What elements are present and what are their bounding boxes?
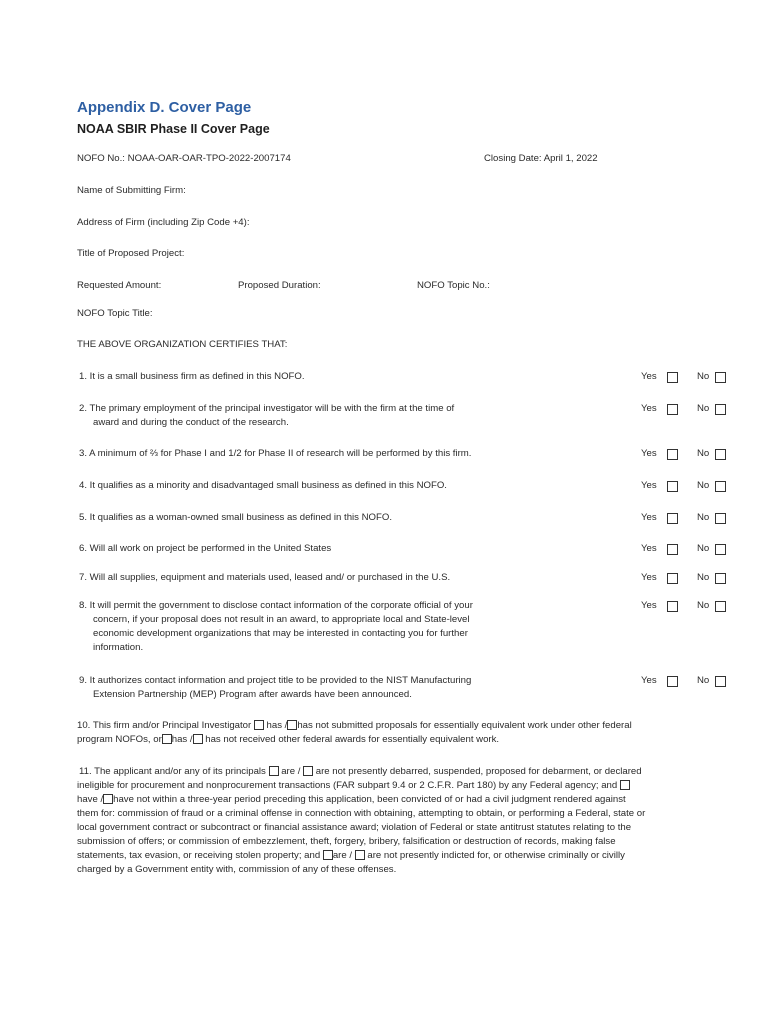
item-10-text-c: has not submitted proposals for essentially equivalent work under other federal: [297, 720, 632, 731]
certification-2-cont: award and during the conduct of the research.: [93, 417, 289, 428]
item-11-text-7a: statements, tax evasion, or receiving stolen property; and: [77, 850, 321, 861]
item-11-are-checkbox[interactable]: [269, 766, 279, 776]
item-10-has-received-checkbox[interactable]: [162, 734, 172, 744]
item-10-text-e: has /: [171, 734, 193, 745]
no-checkbox-9[interactable]: [715, 676, 726, 687]
item-11-line-8: charged by a Government entity with, commission of any of these offenses.: [77, 864, 397, 875]
yes-label-6: Yes: [641, 543, 657, 554]
yes-label-4: Yes: [641, 480, 657, 491]
yes-checkbox-3[interactable]: [667, 449, 678, 460]
proposed-duration-label: Proposed Duration:: [238, 280, 321, 291]
no-label-1: No: [697, 371, 710, 382]
item-11-line-3: [77, 793, 626, 808]
no-label-5: No: [697, 512, 710, 523]
item-10-has-not-checkbox[interactable]: [287, 720, 297, 730]
no-label-9: No: [697, 675, 710, 686]
item-10-text-d: program NOFOs, or: [77, 734, 162, 745]
yes-checkbox-8[interactable]: [667, 601, 678, 612]
yes-label-7: Yes: [641, 572, 657, 583]
no-label-3: No: [697, 448, 710, 459]
topic-number-label: NOFO Topic No.:: [417, 280, 490, 291]
no-checkbox-2[interactable]: [715, 404, 726, 415]
certification-7: 7. Will all supplies, equipment and materials used, leased and/ or purchased in the U.S.: [79, 572, 451, 583]
item-11-text-7b: are /: [332, 850, 353, 861]
yes-checkbox-2[interactable]: [667, 404, 678, 415]
closing-date: Closing Date: April 1, 2022: [484, 153, 598, 164]
item-10-text-a: 10. This firm and/or Principal Investigator: [77, 720, 252, 731]
no-checkbox-1[interactable]: [715, 372, 726, 383]
no-label-7: No: [697, 572, 710, 583]
item-11-indicted-are-not-checkbox[interactable]: [355, 850, 365, 860]
item-11-line-6: submission of offers; or commission of embezzlement, theft, forgery, bribery, falsification or destruction of records, making false: [77, 836, 616, 847]
yes-label-9: Yes: [641, 675, 657, 686]
yes-checkbox-9[interactable]: [667, 676, 678, 687]
certification-8: 8. It will permit the government to disclose contact information of the corporate official of your: [79, 600, 473, 611]
certification-6: 6. Will all work on project be performed in the United States: [79, 543, 332, 554]
item-11-have-checkbox[interactable]: [620, 780, 630, 790]
yes-label-5: Yes: [641, 512, 657, 523]
item-10-line-1: [77, 719, 632, 734]
yes-checkbox-4[interactable]: [667, 481, 678, 492]
item-11-text-3a: have /: [77, 794, 104, 805]
certification-8-cont2: economic development organizations that may be interested in contacting you for further: [93, 628, 468, 639]
item-11-line-7: [77, 849, 625, 864]
item-10-has-checkbox[interactable]: [254, 720, 264, 730]
yes-checkbox-7[interactable]: [667, 573, 678, 584]
firm-address-label: Address of Firm (including Zip Code +4):: [77, 217, 250, 228]
certification-8-cont3: information.: [93, 642, 144, 653]
yes-label-1: Yes: [641, 371, 657, 382]
yes-checkbox-6[interactable]: [667, 544, 678, 555]
item-11-are-not-checkbox[interactable]: [303, 766, 313, 776]
firm-name-label: Name of Submitting Firm:: [77, 185, 186, 196]
no-checkbox-5[interactable]: [715, 513, 726, 524]
certification-5: 5. It qualifies as a woman-owned small business as defined in this NOFO.: [79, 512, 393, 523]
topic-title-label: NOFO Topic Title:: [77, 308, 153, 319]
item-11-text-3b: have not within a three-year period preceding this application, been convicted of or had a civil judgment rendered against: [113, 794, 626, 805]
yes-checkbox-1[interactable]: [667, 372, 678, 383]
requested-amount-label: Requested Amount:: [77, 280, 162, 291]
yes-label-2: Yes: [641, 403, 657, 414]
item-11-line-5: local government contract or subcontract or financial assistance award; violation of Federal or state antitrust statutes relating to the: [77, 822, 632, 833]
nofo-number: NOFO No.: NOAA-OAR-OAR-TPO-2022-2007174: [77, 153, 291, 164]
certification-8-cont1: concern, if your proposal does not result in an award, to appropriate local and State-level: [93, 614, 470, 625]
item-11-line-1: [79, 765, 642, 780]
certification-4: 4. It qualifies as a minority and disadvantaged small business as defined in this NOFO.: [79, 480, 447, 491]
yes-label-8: Yes: [641, 600, 657, 611]
no-checkbox-8[interactable]: [715, 601, 726, 612]
item-11-text-7c: are not presently indicted for, or otherwise criminally or civilly: [367, 850, 625, 861]
no-checkbox-6[interactable]: [715, 544, 726, 555]
item-11-text-1a: 11. The applicant and/or any of its principals: [79, 766, 266, 777]
item-11-line-4: them for: commission of fraud or a criminal offense in connection with obtaining, attempting to obtain, or performing a Federal, state or: [77, 808, 646, 819]
no-checkbox-3[interactable]: [715, 449, 726, 460]
item-11-have-not-checkbox[interactable]: [103, 794, 113, 804]
yes-label-3: Yes: [641, 448, 657, 459]
item-11-line-2: [77, 779, 630, 794]
item-10-line-2: [77, 733, 499, 748]
item-11-text-1b: are /: [281, 766, 301, 777]
no-label-4: No: [697, 480, 710, 491]
project-title-label: Title of Proposed Project:: [77, 248, 185, 259]
item-10-has-not-received-checkbox[interactable]: [193, 734, 203, 744]
certification-2: 2. The primary employment of the principal investigator will be with the firm at the time of: [79, 403, 455, 414]
no-checkbox-4[interactable]: [715, 481, 726, 492]
certification-1: 1. It is a small business firm as defined in this NOFO.: [79, 371, 305, 382]
no-label-2: No: [697, 403, 710, 414]
certification-3: 3. A minimum of ⅔ for Phase I and 1/2 for Phase II of research will be performed by this firm.: [79, 448, 472, 459]
item-10-text-b: has /: [266, 720, 288, 731]
item-11-text-1c: are not presently debarred, suspended, proposed for debarment, or declared: [315, 766, 642, 777]
yes-checkbox-5[interactable]: [667, 513, 678, 524]
page-subtitle: NOAA SBIR Phase II Cover Page: [77, 122, 270, 136]
item-11-text-2: ineligible for procurement and nonprocurement transactions (FAR subpart 9.4 or 2 C.F.R. Part 180) by any Federal agency; and: [77, 780, 618, 791]
certification-9-cont: Extension Partnership (MEP) Program after awards have been announced.: [93, 689, 412, 700]
certification-9: 9. It authorizes contact information and project title to be provided to the NIST Manufacturing: [79, 675, 472, 686]
certifies-heading: THE ABOVE ORGANIZATION CERTIFIES THAT:: [77, 339, 288, 350]
no-label-6: No: [697, 543, 710, 554]
no-label-8: No: [697, 600, 710, 611]
no-checkbox-7[interactable]: [715, 573, 726, 584]
item-10-text-f: has not received other federal awards for essentially equivalent work.: [205, 734, 500, 745]
item-11-indicted-are-checkbox[interactable]: [323, 850, 333, 860]
page-title: Appendix D. Cover Page: [77, 99, 252, 116]
